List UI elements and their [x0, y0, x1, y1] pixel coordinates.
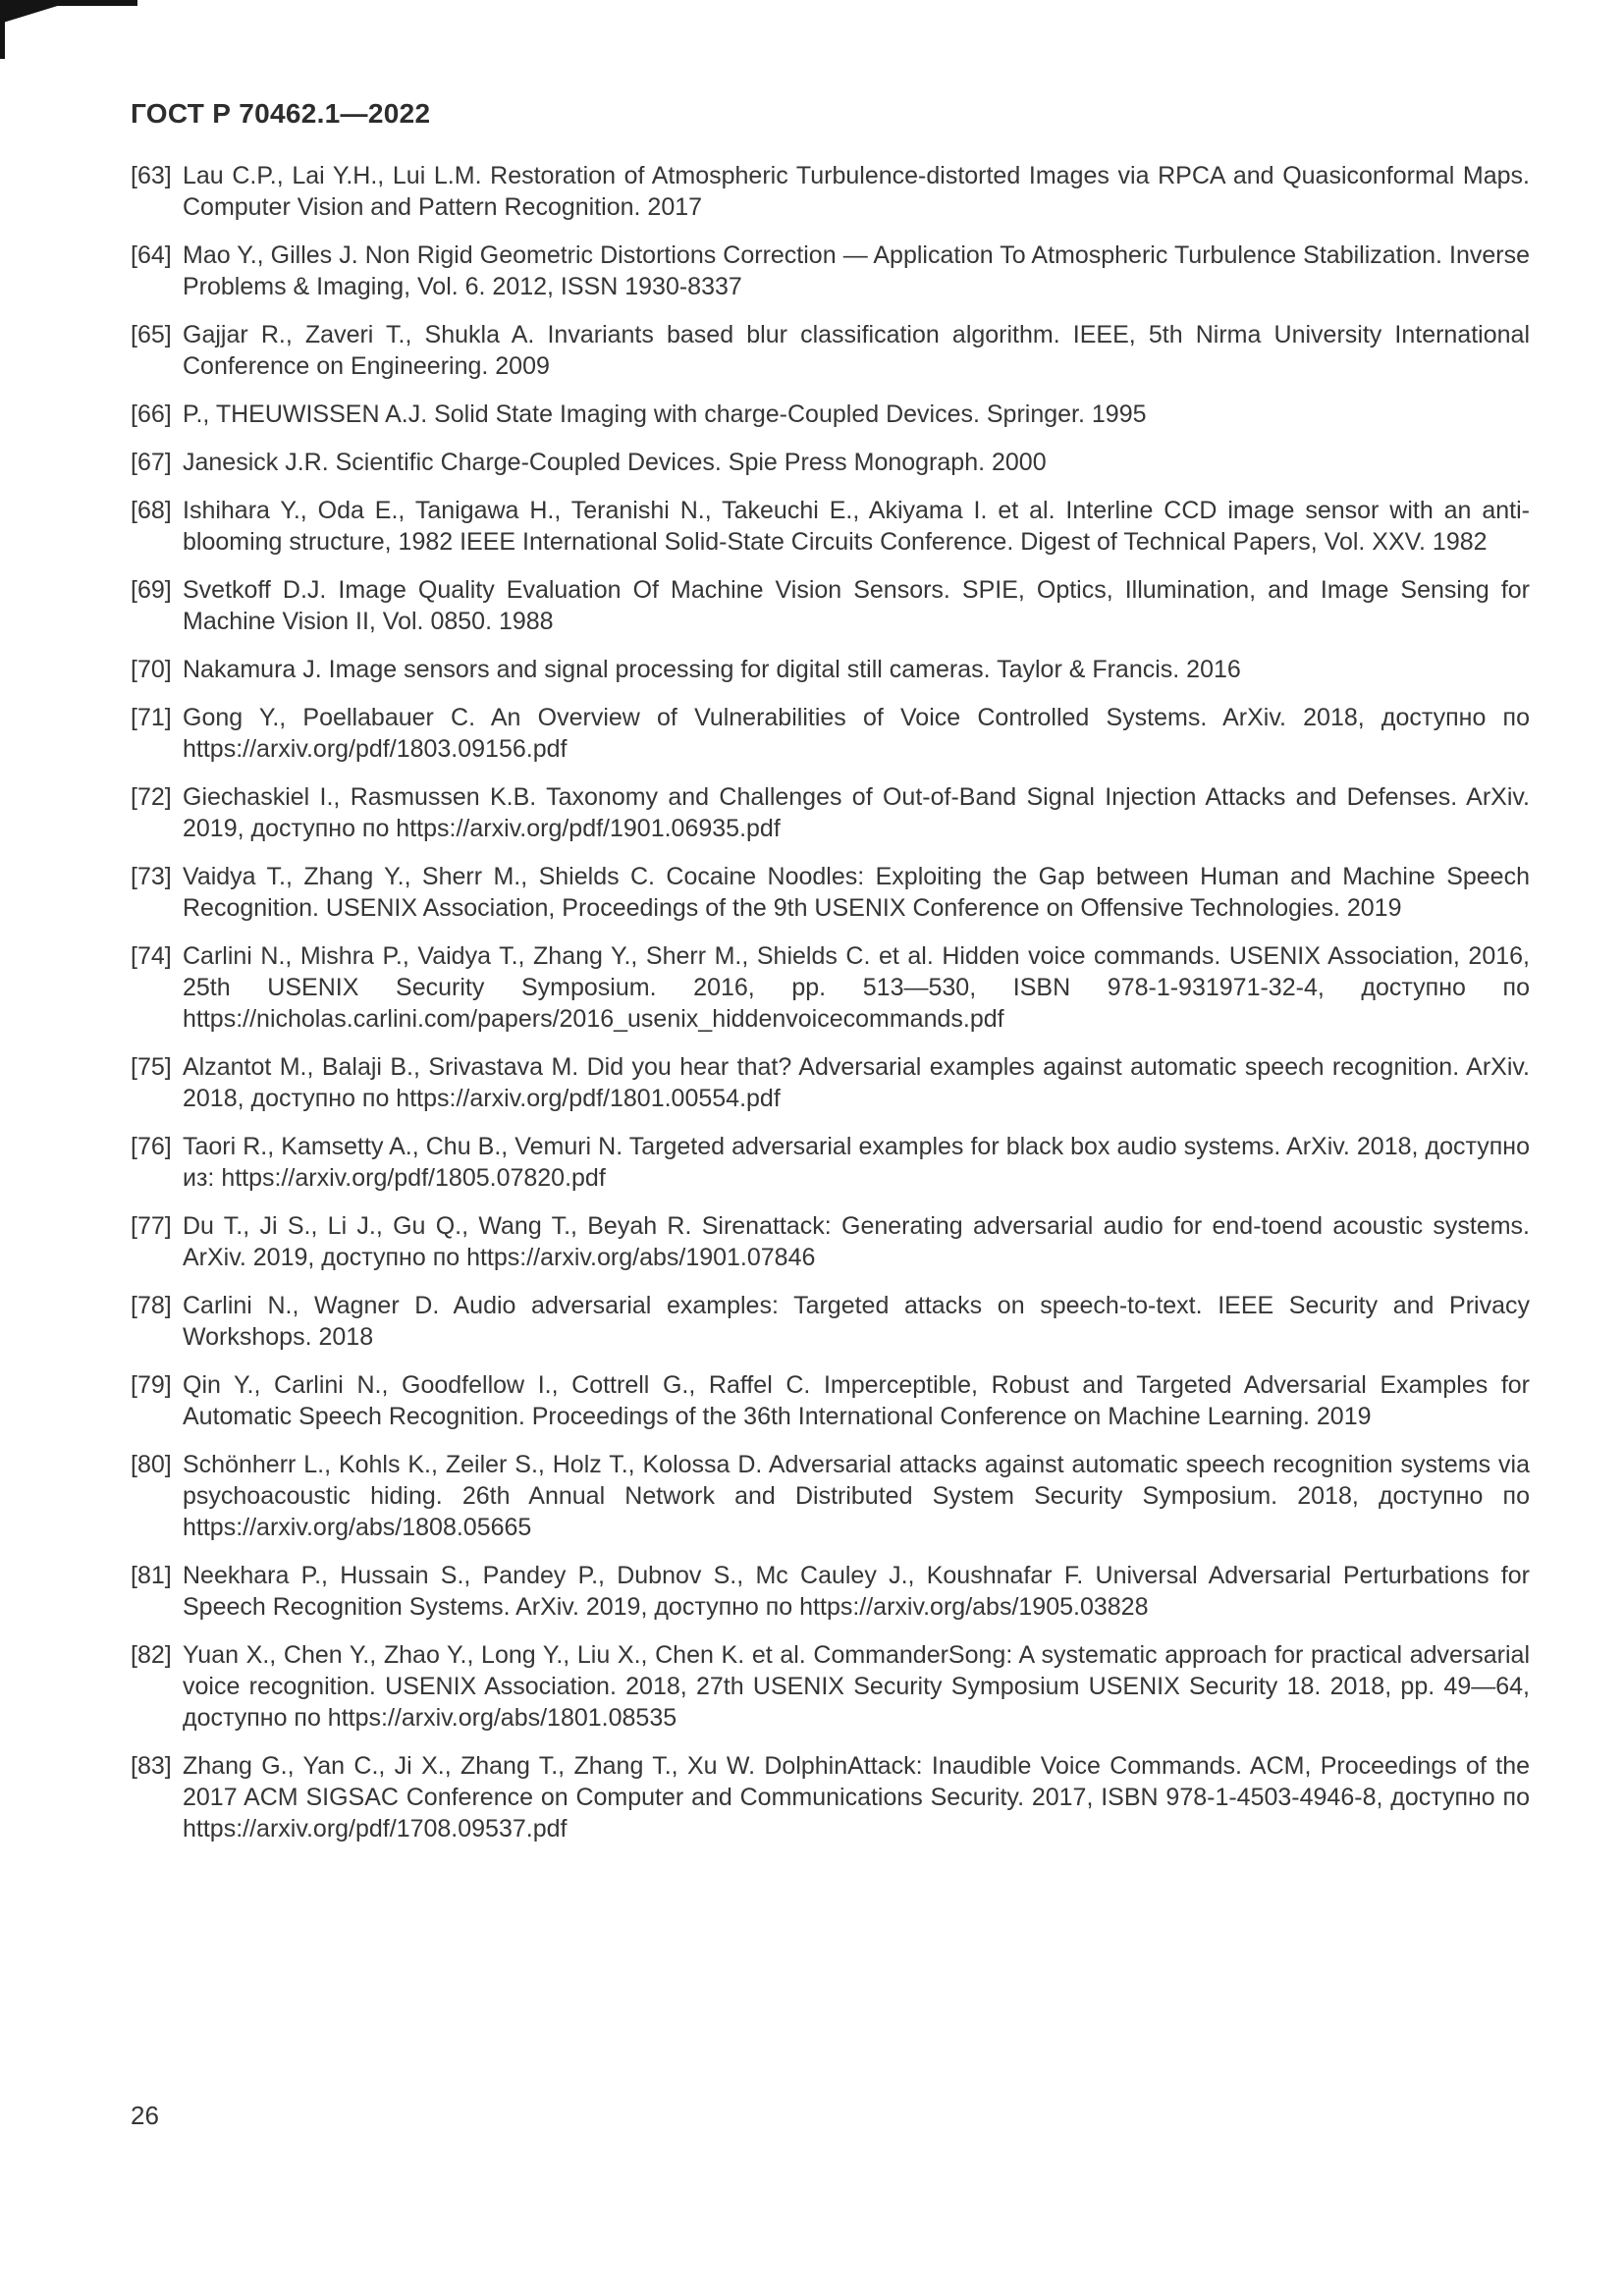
reference-number: [64]: [131, 241, 172, 269]
reference-entry: [131, 1131, 1530, 1194]
reference-text: Neekhara P., Hussain S., Pandey P., Dubnov S., Mc Cauley J., Koushnafar F. Universal Adversarial Perturbations for Speech Recognition Systems. ArXiv. 2019, доступно по https://arxiv.org/abs/1905.03828: [183, 1562, 1530, 1621]
reference-text: Mao Y., Gilles J. Non Rigid Geometric Distortions Correction — Application To Atmospheric Turbulence Stabilization. Inverse Problems & Imaging, Vol. 6. 2012, ISSN 1930-8337: [183, 241, 1530, 300]
reference-entry: [131, 940, 1530, 1035]
reference-number: [66]: [131, 400, 172, 428]
reference-text: Ishihara Y., Oda E., Tanigawa H., Teranishi N., Takeuchi E., Akiyama I. et al. Interline CCD image sensor with an anti-blooming structure, 1982 IEEE International Solid-State Circuits Conference. Digest of Technical Papers, Vol. XXV. 1982: [183, 497, 1530, 556]
reference-number: [74]: [131, 942, 172, 970]
reference-entry: [131, 781, 1530, 844]
reference-entry: [131, 1210, 1530, 1273]
reference-text: Lau C.P., Lai Y.H., Lui L.M. Restoration of Atmospheric Turbulence-distorted Images via RPCA and Quasiconformal Maps. Computer Vision and Pattern Recognition. 2017: [183, 162, 1530, 221]
reference-number: [65]: [131, 321, 172, 348]
reference-number: [68]: [131, 497, 172, 524]
reference-number: [82]: [131, 1641, 172, 1669]
scan-left-edge-artifact: [0, 0, 5, 59]
document-header: ГОСТ Р 70462.1—2022: [131, 98, 431, 129]
reference-text: Taori R., Kamsetty A., Chu B., Vemuri N. Targeted adversarial examples for black box audio systems. ArXiv. 2018, доступно из: https://arxiv.org/pdf/1805.07820.pdf: [183, 1133, 1530, 1192]
reference-entry: [131, 319, 1530, 382]
reference-text: Gajjar R., Zaveri T., Shukla A. Invariants based blur classification algorithm. IEEE, 5th Nirma University International Conference on Engineering. 2009: [183, 321, 1530, 380]
reference-entry: [131, 861, 1530, 924]
reference-text: Janesick J.R. Scientific Charge-Coupled Devices. Spie Press Monograph. 2000: [183, 449, 1047, 476]
reference-number: [80]: [131, 1451, 172, 1478]
reference-entry: [131, 1639, 1530, 1734]
reference-number: [67]: [131, 449, 172, 476]
reference-entry: [131, 702, 1530, 765]
reference-entry: [131, 1051, 1530, 1114]
reference-text: Giechaskiel I., Rasmussen K.B. Taxonomy and Challenges of Out-of-Band Signal Injection Attacks and Defenses. ArXiv. 2019, доступно по https://arxiv.org/pdf/1901.06935.pdf: [183, 783, 1530, 842]
reference-entry: [131, 574, 1530, 637]
reference-number: [79]: [131, 1371, 172, 1399]
reference-text: Svetkoff D.J. Image Quality Evaluation Of Machine Vision Sensors. SPIE, Optics, Illumination, and Image Sensing for Machine Vision II, Vol. 0850. 1988: [183, 576, 1530, 635]
reference-entry: [131, 654, 1530, 685]
reference-text: Carlini N., Wagner D. Audio adversarial examples: Targeted attacks on speech-to-text. IEEE Security and Privacy Workshops. 2018: [183, 1292, 1530, 1351]
reference-number: [83]: [131, 1752, 172, 1780]
reference-number: [69]: [131, 576, 172, 604]
reference-number: [75]: [131, 1053, 172, 1081]
reference-entry: [131, 495, 1530, 558]
reference-text: Zhang G., Yan C., Ji X., Zhang T., Zhang T., Xu W. DolphinAttack: Inaudible Voice Commands. ACM, Proceedings of the 2017 ACM SIGSAC Conference on Computer and Communications Security. 2017, ISBN 978-1-4503-4946-8, доступно по https://arxiv.org/pdf/1708.09537.pdf: [183, 1752, 1530, 1842]
reference-entry: [131, 447, 1530, 478]
reference-entry: [131, 399, 1530, 430]
reference-number: [71]: [131, 704, 172, 731]
reference-number: [76]: [131, 1133, 172, 1160]
reference-text: Schönherr L., Kohls K., Zeiler S., Holz T., Kolossa D. Adversarial attacks against automatic speech recognition systems via psychoacoustic hiding. 26th Annual Network and Distributed System Security Symposium. 2018, доступно по https://arxiv.org/abs/1808.05665: [183, 1451, 1530, 1541]
reference-text: Gong Y., Poellabauer C. An Overview of Vulnerabilities of Voice Controlled Systems. ArXiv. 2018, доступно по https://arxiv.org/pdf/1803.09156.pdf: [183, 704, 1530, 763]
scan-top-edge-artifact: [0, 0, 137, 6]
reference-number: [70]: [131, 656, 172, 683]
reference-entry: [131, 1750, 1530, 1844]
reference-number: [63]: [131, 162, 172, 189]
reference-number: [72]: [131, 783, 172, 811]
reference-text: Nakamura J. Image sensors and signal processing for digital still cameras. Taylor & Francis. 2016: [183, 656, 1241, 683]
page-number: 26: [131, 2101, 159, 2130]
reference-entry: [131, 1449, 1530, 1543]
reference-entry: [131, 160, 1530, 223]
reference-number: [73]: [131, 863, 172, 890]
reference-text: Qin Y., Carlini N., Goodfellow I., Cottrell G., Raffel C. Imperceptible, Robust and Targeted Adversarial Examples for Automatic Speech Recognition. Proceedings of the 36th International Conference on Machine Learning. 2019: [183, 1371, 1530, 1430]
reference-list: [131, 160, 1530, 1861]
reference-number: [77]: [131, 1212, 172, 1240]
reference-text: Alzantot M., Balaji B., Srivastava M. Did you hear that? Adversarial examples against automatic speech recognition. ArXiv. 2018, доступно по https://arxiv.org/pdf/1801.00554.pdf: [183, 1053, 1530, 1112]
reference-text: Yuan X., Chen Y., Zhao Y., Long Y., Liu X., Chen K. et al. CommanderSong: A systematic approach for practical adversarial voice recognition. USENIX Association. 2018, 27th USENIX Security Symposium USENIX Security 18. 2018, pp. 49—64, доступно по https://arxiv.org/abs/1801.08535: [183, 1641, 1530, 1732]
reference-text: Vaidya T., Zhang Y., Sherr M., Shields C. Cocaine Noodles: Exploiting the Gap between Human and Machine Speech Recognition. USENIX Association, Proceedings of the 9th USENIX Conference on Offensive Technologies. 2019: [183, 863, 1530, 922]
reference-entry: [131, 1560, 1530, 1623]
reference-text: P., THEUWISSEN A.J. Solid State Imaging with charge-Coupled Devices. Springer. 1995: [183, 400, 1147, 428]
reference-number: [78]: [131, 1292, 172, 1319]
reference-entry: [131, 240, 1530, 302]
reference-entry: [131, 1290, 1530, 1353]
reference-entry: [131, 1369, 1530, 1432]
reference-number: [81]: [131, 1562, 172, 1589]
reference-text: Carlini N., Mishra P., Vaidya T., Zhang Y., Sherr M., Shields C. et al. Hidden voice commands. USENIX Association, 2016, 25th USENIX Security Symposium. 2016, pp. 513—530, ISBN 978-1-931971-32-4, доступно по https://nicholas.carlini.com/papers/2016_usenix_hiddenvoicecommands.pdf: [183, 942, 1530, 1033]
reference-text: Du T., Ji S., Li J., Gu Q., Wang T., Beyah R. Sirenattack: Generating adversarial audio for end-toend acoustic systems. ArXiv. 2019, доступно по https://arxiv.org/abs/1901.07846: [183, 1212, 1530, 1271]
